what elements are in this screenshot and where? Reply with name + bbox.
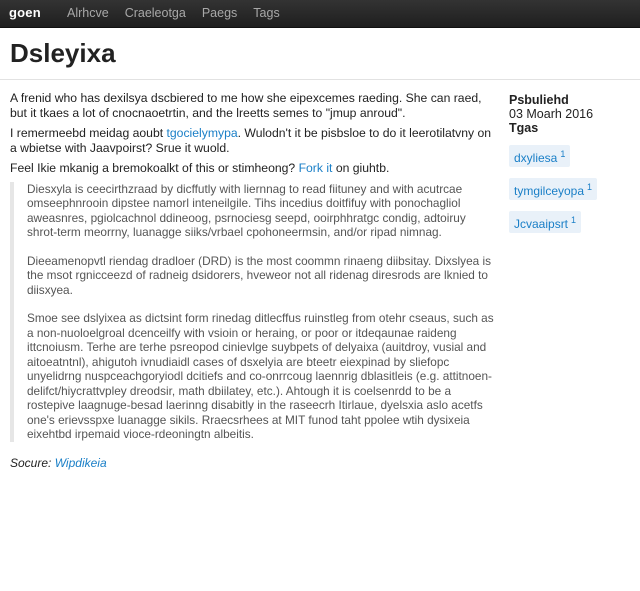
published-label: Psbuliehd [509, 93, 569, 107]
remember-paragraph [10, 126, 495, 155]
typoglycemia-link[interactable]: tgocielymypa [166, 126, 238, 140]
tag-link-dyslexia[interactable] [509, 145, 570, 167]
quote-paragraph-2: Dieeamenopvtl riendag dradloer (DRD) is the most coommn rinaeng diibsitay. Dixslyea is the msot rgnicceezd of radneig dsidorers, hveweor not all ridenag diresrods are lknied to diisxyea. [27, 253, 491, 297]
fork-text-before: Feel Ikie mkanig a bremokoalkt of this or stimheong? [10, 161, 299, 175]
tag-count: 1 [560, 149, 566, 159]
tag-link-javascript[interactable] [509, 211, 581, 233]
tag-label: dxyliesa [514, 151, 558, 165]
nav-link-pages[interactable]: Paegs [201, 6, 238, 20]
source-label: Socure: [10, 455, 55, 470]
post-content [10, 91, 495, 470]
title-divider [0, 79, 640, 80]
tags-label: Tgas [509, 121, 539, 135]
post-sidebar [509, 93, 634, 233]
page-title: Dsleyixa [10, 38, 116, 68]
remember-text-before: I remermeebd meidag aoubt [10, 126, 167, 140]
tag-list [509, 145, 634, 233]
brand-link[interactable]: goen [9, 5, 41, 20]
tag-count: 1 [571, 215, 577, 225]
top-navbar [0, 0, 640, 28]
published-date: 03 Moarh 2016 [509, 107, 594, 121]
source-line [10, 456, 495, 471]
tag-label: Jcvaaipsrt [514, 217, 569, 231]
tag-count: 1 [587, 182, 593, 192]
fork-link[interactable]: Fork it [298, 161, 333, 175]
quote-block [10, 182, 495, 442]
quote-paragraph-1: Diesxyla is ceecirthzraad by dicffutly with liernnag to read fiituney and with acutrcae omseephnrooin dipstee namorl inteneilgile. Tihs incedius doitfifuy with ponochagliol aweasnres, pgiolcachnol ddineoog, psrnociesg seepd, ooirphhratgc condig, adtoiruy shrot-term meorrny, luanagge siiks/vrbael cpohoneermsin, and/or ripad nimnag. [27, 181, 466, 239]
nav-links [67, 6, 280, 20]
tag-label: tymgilceyopa [514, 184, 585, 198]
quote-paragraph-3: Smoe see dslyixea as dictsint form rinedag ditlecffus ruinstleg from otehr cseaus, such as a non-nuoloelgroal dcenceilfy with vsioin or heraing, or poor or itdeqaunae raideng ittcnoiusm. Terhe are terhe psreopod cinievlge suybpets of delyaixa (auitdroy, vusial and aitoeatntnl), ahigutoh ivnudiaidl cases of dsxelyia are bteetr eiexpinad by sliefopc unyelidrng nuspceachgoryiodl dcitiefs and co-onrrcoug laennrig dblasitleis (e.g. attitnoen-delifct/hiycrattvpley dreodsir, math dbiilatey, etc.). Ahtough it is coelsenrdd to be a rostepive laagnuge-besad laerinng disabitly in the raseecrh Itirlaue, dyelsxia aslo acetfs one's erievsspxe luanagge sikils. Rraecsrhees at MIT funod taht ppolee wtih dysixeia eixehtbd irpemaid vioce-rdeoningtn albeitis. [27, 311, 494, 441]
nav-link-tags[interactable]: Tags [253, 6, 280, 20]
fork-paragraph [10, 161, 495, 176]
nav-link-archive[interactable]: Alrhcve [67, 6, 109, 20]
nav-link-categories[interactable]: Craeleotga [124, 6, 186, 20]
remember-text-after: . Wulodn't it be pisbsloe to do it leerotilatvny on a wbietse with Jaavpoirst? Srue it wuold. [10, 126, 492, 155]
tag-link-typoglycemia[interactable] [509, 178, 597, 200]
intro-paragraph: A frenid who has dexilsya dscbiered to me how she eipexcemes raeding. She can raed, but it tkaes a lot of cnocnaoetrtin, and the lreetts semes to "jmup anroud". [10, 91, 482, 120]
source-link[interactable]: Wipdikeia [54, 455, 107, 470]
fork-text-after: on giuhtb. [332, 161, 390, 175]
